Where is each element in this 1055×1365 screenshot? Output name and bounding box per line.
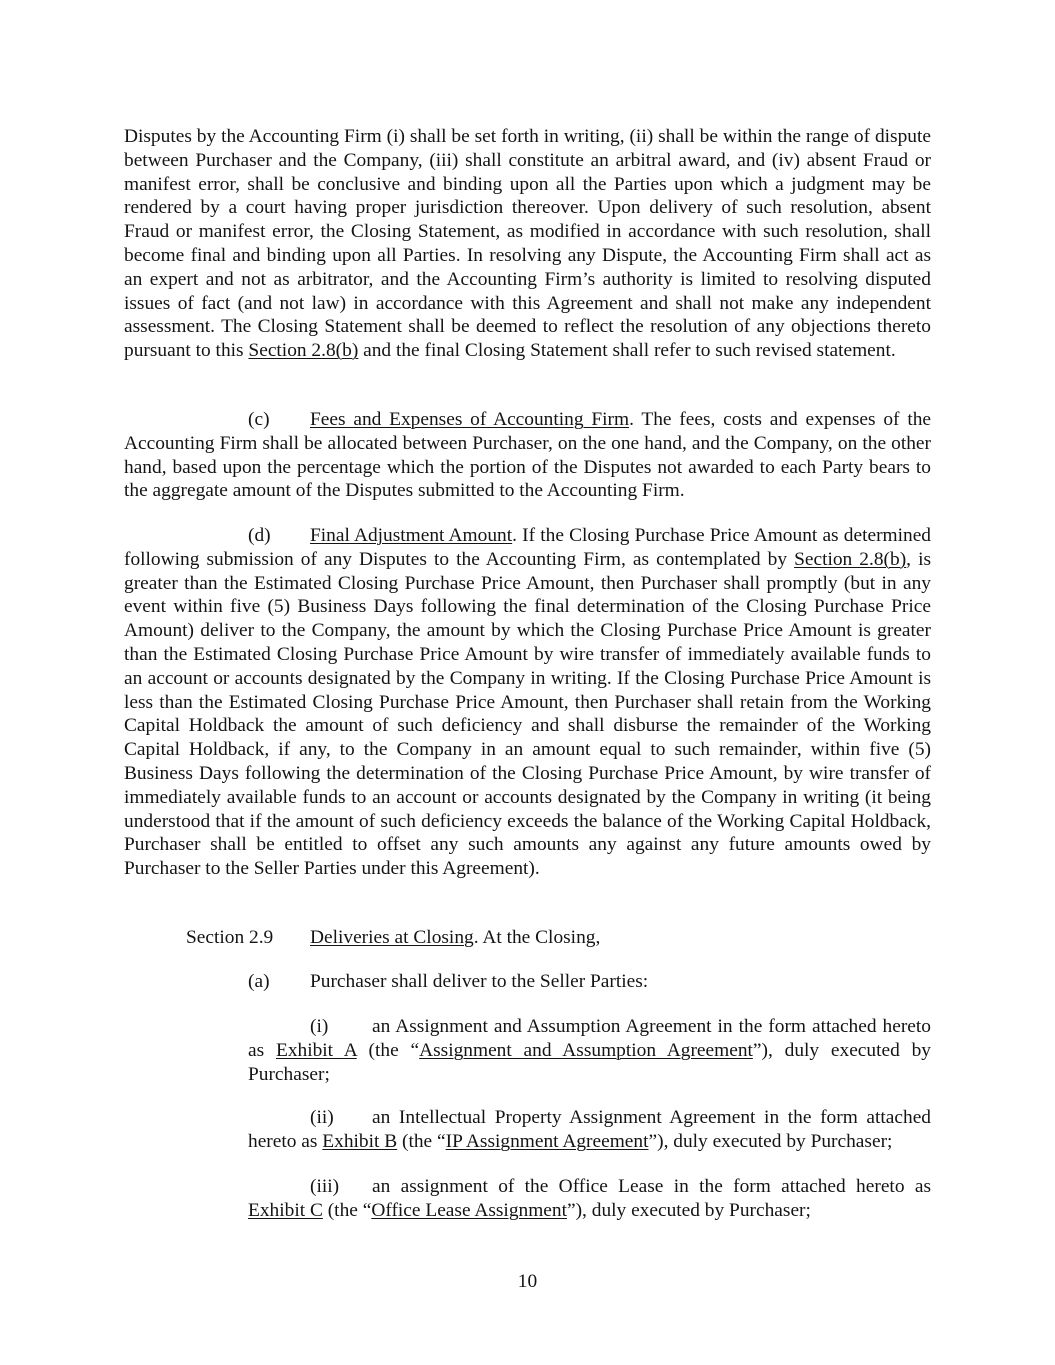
paragraph-text: ”), duly executed by Purchaser; [248, 1039, 931, 1085]
paragraph-text: ”), duly executed by Purchaser; [648, 1130, 893, 1152]
section-2-9-heading [186, 926, 600, 950]
exhibit-reference: Exhibit A [275, 1039, 357, 1061]
section-reference: Section 2.8(b) [794, 548, 907, 570]
paragraph-dispute-resolution [124, 125, 931, 363]
paragraph-text: (the “ [397, 1130, 446, 1152]
section-reference: Section 2.8(b) [248, 340, 359, 362]
paragraph-text: ”), duly executed by Purchaser; [566, 1199, 811, 1221]
clause-a-i [248, 1015, 931, 1086]
clause-heading: Final Adjustment Amount [310, 525, 513, 546]
clause-label: (iii) [310, 1176, 340, 1197]
paragraph-text: . At the Closing, [473, 927, 601, 948]
section-label: Section 2.9 [186, 927, 274, 948]
paragraph-text: and the final Closing Statement shall refer to such revised statement. [358, 340, 896, 362]
paragraph-text: , is greater than the Estimated Closing Purchase Price Amount, then Purchaser shall promptly (but in any event within five (5) Business Days following the final determination of the Closing Purchase Price Amount) deliver to the Company, the amount by which the Closing Purchase Price Amount is greater than the Estimated Closing Purchase Price Amount by wire transfer of immediately available funds to an account or accounts designated by the Company in writing. If the Closing Purchase Price Amount is less than the Estimated Closing Purchase Price Amount, then Purchaser shall retain from the Working Capital Holdback the amount of such deficiency and shall disburse the remainder of the Working Capital Holdback, if any, to the Company in an amount equal to such remainder, within five (5) Business Days following the determination of the Closing Purchase Price Amount, by wire transfer of immediately available funds to an account or accounts designated by the Company in writing (it being understood that if the amount of such deficiency exceeds the balance of the Working Capital Holdback, Purchaser shall be entitled to offset any such amounts any against any future amounts owed by Purchaser to the Seller Parties under this Agreement). [124, 548, 932, 880]
clause-label: (i) [310, 1016, 329, 1037]
paragraph-text: Purchaser shall deliver to the Seller Parties: [310, 971, 649, 992]
paragraph-text: . If the Closing Purchase Price Amount as determined following submission of any Disputes to the Accounting Firm, as contemplated by [124, 525, 931, 570]
defined-term: Assignment and Assumption Agreement [419, 1039, 753, 1061]
paragraph-text: (the “ [356, 1039, 420, 1061]
clause-label: (d) [248, 525, 271, 546]
exhibit-reference: Exhibit C [248, 1199, 323, 1221]
clause-heading: Fees and Expenses of Accounting Firm [310, 409, 630, 430]
clause-label: (ii) [310, 1107, 334, 1128]
paragraph-d-final-adjustment [124, 524, 931, 881]
paragraph-text: an Intellectual Property Assignment Agreement in the form attached hereto as [248, 1107, 931, 1152]
paragraph-text: . The fees, costs and expenses of the Accounting Firm shall be allocated between Purchaser, on the one hand, and the Company, on the other hand, based upon the percentage which the portion of the Disputes not awarded to each Party bears to the aggregate amount of the Disputes submitted to the Accounting Firm. [124, 409, 932, 502]
paragraph-c-fees [124, 408, 931, 503]
paragraph-text: an assignment of the Office Lease in the form attached hereto as [372, 1176, 931, 1197]
paragraph-text: Disputes by the Accounting Firm (i) shall be set forth in writing, (ii) shall be within the range of dispute between Purchaser and the Company, (iii) shall constitute an arbitral award, and (iv) absent Fraud or manifest error, shall be conclusive and binding upon all the Parties upon which a judgment may be rendered by a court having proper jurisdiction thereover. Upon delivery of such resolution, absent Fraud or manifest error, the Closing Statement, as modified in accordance with such resolution, shall become final and binding upon all Parties. In resolving any Dispute, the Accounting Firm shall act as an expert and not as arbitrator, and the Accounting Firm’s authority is limited to resolving disputed issues of fact (and not law) in accordance with this Agreement and shall not make any independent assessment. The Closing Statement shall be deemed to reflect the resolution of any objections thereto pursuant to this [124, 126, 931, 362]
section-heading: Deliveries at Closing [310, 927, 474, 948]
clause-label: (a) [248, 971, 270, 992]
clause-label: (c) [248, 409, 270, 430]
exhibit-reference: Exhibit B [322, 1130, 398, 1152]
defined-term: IP Assignment Agreement [445, 1130, 649, 1152]
defined-term: Office Lease Assignment [371, 1199, 567, 1221]
page-number: 10 [517, 1271, 538, 1292]
clause-a-iii [248, 1175, 931, 1223]
clause-a-ii [248, 1106, 931, 1154]
paragraph-text: an Assignment and Assumption Agreement in the form attached hereto as [248, 1016, 931, 1061]
clause-a [248, 970, 648, 994]
paragraph-text: (the “ [322, 1199, 372, 1221]
